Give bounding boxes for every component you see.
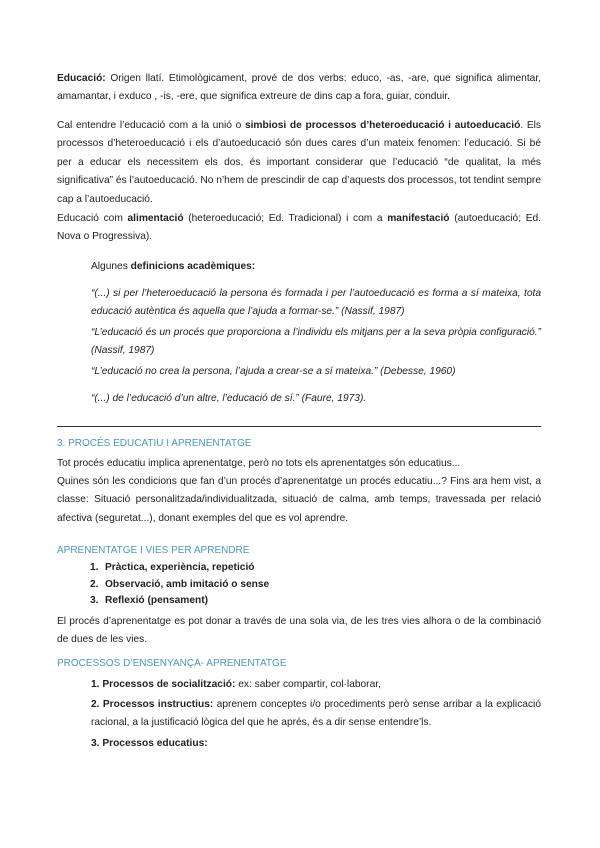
processos-instructius: 2. Processos instructius: aprenem conceptes i/o procediments però sense arribar a la explicació racional, a la justificació lògica del que he aprés, és a dir sense entendre’ls. [91, 699, 541, 729]
processos-socialitzacio: 1. Processos de socialització: ex: saber compartir, col·laborar, [91, 679, 381, 690]
list-item: 2. Observació, amb imitació o sense [90, 578, 270, 590]
paragraph-vies-note: El procés d’aprenentatge es pot donar a través de una sola via, de les tres vies alhora o de la combinació de dues de les vies. [57, 616, 541, 646]
list-item: 3. Reflexió (pensament) [90, 595, 209, 607]
paragraph-simbiosi: Cal entendre l’educació com a la unió o simbiosi de processos d’heteroeducació i autoeducació. Els processos d’heteroeducació i els d’autoeducació són dues cares d’un mateix fenomen: l’educació. Si bé per a educar els necessitem els dos, és important considerar que l’educació “de qualitat, la més significativa” és l’autoeducació. No n’hem de prescindir de cap d’aquests dos processos, tot tendint sempre cap a l’autoeducació. [57, 120, 541, 205]
quote-faure: “(...) de l’educació d’un altre, l’educació de sí.” (Faure, 1973). [91, 393, 367, 404]
paragraph-educacio-origin: Educació: Origen llatí. Etimològicament, prové de dos verbs: educo, -as, -are, que significa alimentar, amamantar, i exduco , -is, -ere, que significa extreure de dins cap a fora, guiar, conduir. [57, 73, 541, 103]
vies-list [57, 560, 541, 610]
paragraph-alimentacio-manifestacio: Educació com alimentació (heteroeducació; Ed. Tradicional) i com a manifestació (autoeducació; Ed. Nova o Progressiva). [57, 213, 541, 243]
quote-debesse: “L’educació no crea la persona, l’ajuda a crear-se a sí mateixa.” (Debesse, 1960) [91, 366, 456, 377]
processos-heading: PROCESSOS D’ENSENYANÇA- APRENENTATGE [57, 658, 287, 669]
definitions-lead: Algunes definicions acadèmiques: [91, 261, 256, 272]
term-educacio: Educació: [57, 73, 106, 84]
quote-nassif-2: “L’educació és un procés que proporciona a l’individu els mitjans per a la seva pròpia configuració.” (Nassif, 1987) [91, 327, 541, 357]
list-item: 1. Pràctica, experiència, repetició [90, 562, 255, 573]
paragraph-condicions: Quines són les condicions que fan d’un procés d’aprenentatge un procés educatiu...? Fins ara hem vist, a classe: Situació personalitzada/individualitzada, situació de calma, amb temps, travessada per relació afectiva (seguretat...), donant exemples del que es vol aprendre. [57, 476, 541, 524]
section-3-heading: 3. PROCÉS EDUCATIU I APRENENTATGE [57, 438, 252, 449]
processos-educatius: 3. Processos educatius: [91, 738, 208, 749]
vies-heading: APRENENTATGE I VIES PER APRENDRE [57, 545, 250, 556]
section-divider [57, 426, 541, 427]
quote-nassif-1: “(...) si per l’heteroeducació la persona és formada i per l’autoeducació es forma a sí mateixa, tota educació autèntica és aquella que l’ajuda a formar-se.” (Nassif, 1987) [91, 288, 541, 318]
paragraph-proces-educatiu: Tot procés educatiu implica aprenentatge, però no tots els aprenentatges són educatius... [57, 458, 461, 469]
